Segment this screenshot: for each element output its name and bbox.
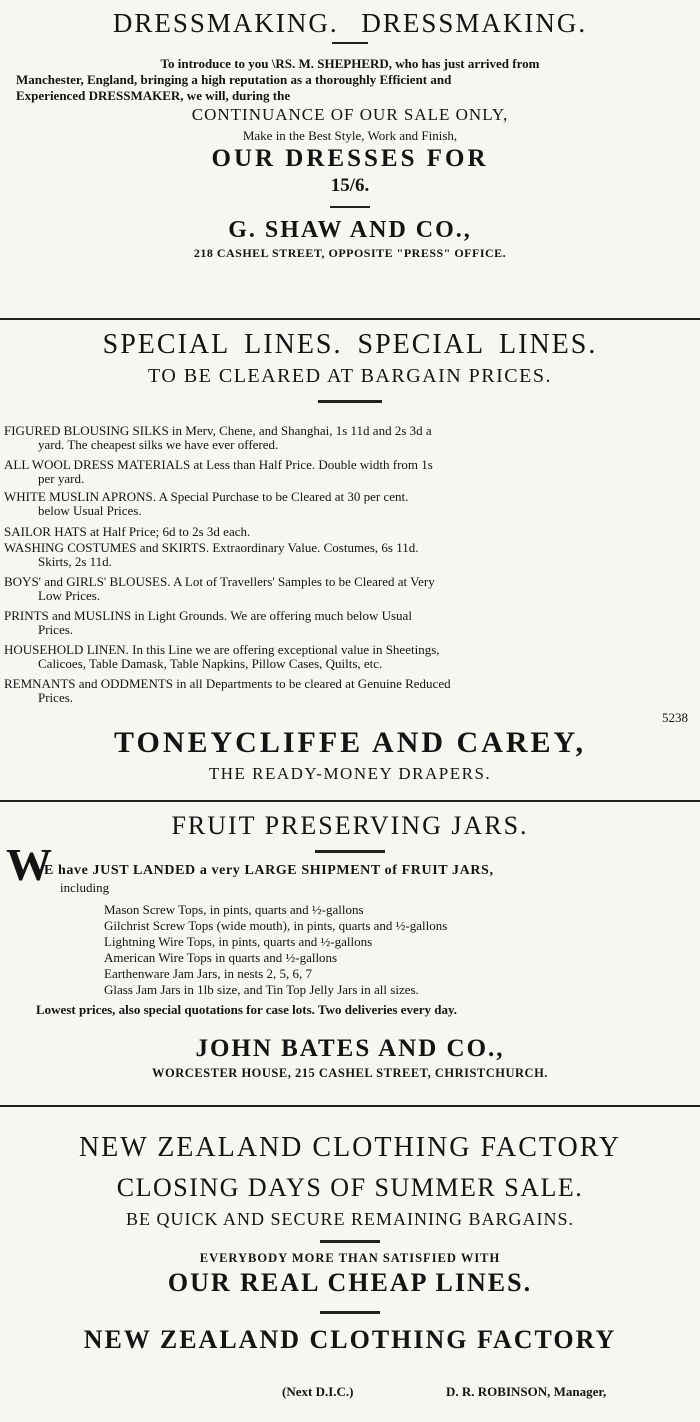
special-lines-heading: SPECIAL LINES. SPECIAL LINES.	[102, 329, 598, 360]
item-text: FIGURED BLOUSING SILKS in Merv, Chene, and Shanghai, 1s 11d and 2s 3d a	[4, 423, 432, 438]
list-item: Earthenware Jam Jars, in nests 2, 5, 6, 7	[104, 966, 312, 981]
intro-line: Manchester, England, bringing a high reputation as a thoroughly Efficient and	[16, 72, 452, 87]
item-continuation: Low Prices.	[38, 588, 101, 603]
firm-name: JOHN BATES AND CO.,	[195, 1035, 505, 1062]
location-note: (Next D.I.C.)	[282, 1384, 354, 1399]
section-rule	[0, 1105, 700, 1107]
item-text: PRINTS and MUSLINS in Light Grounds. We are offering much below Usual	[4, 608, 412, 623]
firm-tagline: THE READY-MONEY DRAPERS.	[208, 764, 492, 783]
fruit-jars-heading: FRUIT PRESERVING JARS.	[171, 811, 529, 840]
divider	[332, 42, 368, 44]
continuance-line: CONTINUANCE OF OUR SALE ONLY,	[191, 105, 509, 124]
list-item	[4, 609, 694, 637]
dressmaking-ad	[0, 6, 700, 262]
list-item	[4, 458, 694, 486]
address: WORCESTER HOUSE, 215 CASHEL STREET, CHRISTCHURCH.	[152, 1066, 548, 1080]
dresses-line: OUR DRESSES FOR	[211, 145, 489, 172]
section-rule	[0, 800, 700, 802]
item-continuation: per yard.	[38, 471, 85, 486]
special-lines-ad	[0, 328, 700, 403]
price: 15/6.	[330, 175, 370, 196]
item-text: WHITE MUSLIN APRONS. A Special Purchase to be Cleared at 30 per cent.	[4, 489, 409, 504]
item-continuation: Skirts, 2s 11d.	[38, 554, 112, 569]
item-continuation: yard. The cheapest silks we have ever offered.	[38, 437, 279, 452]
list-item	[4, 525, 694, 539]
item-text: ALL WOOL DRESS MATERIALS at Less than Half Price. Double width from 1s	[4, 457, 433, 472]
list-item: American Wire Tops in quarts and ½-gallons	[104, 950, 338, 965]
list-item: Lightning Wire Tops, in pints, quarts and ½-gallons	[104, 934, 373, 949]
item-continuation: Prices.	[38, 622, 74, 637]
dressmaking-heading: DRESSMAKING. DRESSMAKING.	[112, 8, 588, 38]
dropcap: W	[6, 839, 52, 890]
ref-number: 5238	[662, 710, 688, 725]
promo-line: BE QUICK AND SECURE REMAINING BARGAINS.	[125, 1209, 575, 1229]
intro-line: To introduce to you \RS. M. SHEPHERD, who has just arrived from	[160, 56, 540, 71]
clothing-factory-footer-heading: NEW ZEALAND CLOTHING FACTORY	[83, 1325, 617, 1354]
item-text: REMNANTS and ODDMENTS in all Departments to be cleared at Genuine Reduced	[4, 676, 451, 691]
list-item	[4, 643, 694, 671]
list-item	[4, 575, 694, 603]
clothing-factory-heading: NEW ZEALAND CLOTHING FACTORY	[78, 1132, 622, 1163]
item-text: SAILOR HATS at Half Price; 6d to 2s 3d each.	[4, 524, 251, 539]
section-rule	[0, 318, 700, 320]
list-item: Gilchrist Screw Tops (wide mouth), in pints, quarts and ½-gallons	[104, 918, 448, 933]
manager-name: D. R. ROBINSON, Manager,	[446, 1384, 607, 1399]
fruit-jars-ad	[0, 810, 700, 853]
clothing-factory-subheading: CLOSING DAYS OF SUMMER SALE.	[116, 1173, 584, 1202]
divider	[320, 1311, 380, 1314]
promo-headline: OUR REAL CHEAP LINES.	[167, 1268, 533, 1297]
list-item	[4, 541, 694, 569]
address: 218 CASHEL STREET, OPPOSITE "PRESS" OFFICE.	[193, 246, 507, 260]
item-text: HOUSEHOLD LINEN. In this Line we are offering exceptional value in Sheetings,	[4, 642, 440, 657]
list-item	[4, 490, 694, 518]
divider	[318, 400, 382, 403]
item-continuation: Prices.	[38, 690, 74, 705]
closing-line: Lowest prices, also special quotations for case lots. Two deliveries every day.	[36, 1002, 458, 1017]
divider	[330, 206, 370, 208]
john-bates-footer	[0, 1034, 700, 1082]
item-text: BOYS' and GIRLS' BLOUSES. A Lot of Travellers' Samples to be Cleared at Very	[4, 574, 435, 589]
make-line: Make in the Best Style, Work and Finish,	[242, 128, 458, 143]
divider	[320, 1240, 380, 1243]
intro-line: Experienced DRESSMAKER, we will, during the	[16, 88, 291, 103]
list-item	[4, 677, 694, 705]
divider	[315, 850, 385, 853]
toneycliffe-footer	[0, 724, 700, 786]
list-item: Mason Screw Tops, in pints, quarts and ½-gallons	[104, 902, 364, 917]
list-item	[4, 424, 694, 452]
special-lines-subheading: TO BE CLEARED AT BARGAIN PRICES.	[148, 365, 552, 387]
item-continuation: Calicoes, Table Damask, Table Napkins, Pillow Cases, Quilts, etc.	[38, 656, 383, 671]
promo-line: EVERYBODY MORE THAN SATISFIED WITH	[199, 1251, 501, 1265]
clothing-factory-ad	[0, 1130, 700, 1356]
item-text: WASHING COSTUMES and SKIRTS. Extraordinary Value. Costumes, 6s 11d.	[4, 540, 419, 555]
list-item: Glass Jam Jars in 1lb size, and Tin Top Jelly Jars in all sizes.	[104, 982, 419, 997]
intro-line: including	[60, 880, 110, 895]
firm-name: TONEYCLIFFE AND CAREY,	[114, 726, 586, 759]
item-continuation: below Usual Prices.	[38, 503, 142, 518]
firm-name: G. SHAW AND CO.,	[228, 217, 472, 243]
intro-line: E have JUST LANDED a very LARGE SHIPMENT of FRUIT JARS,	[44, 863, 494, 878]
